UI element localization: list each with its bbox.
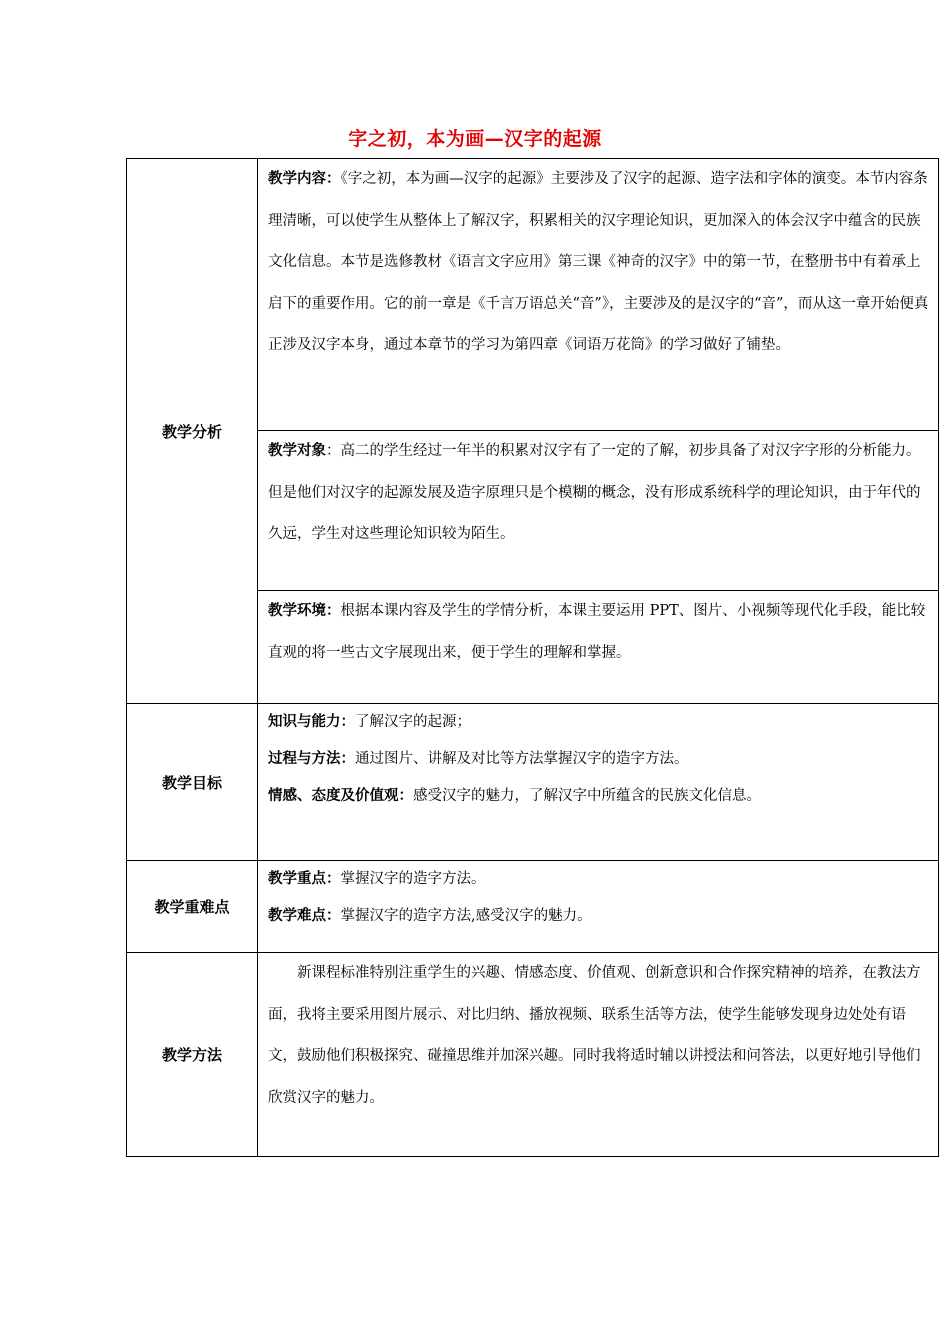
keypoint-item: 教学重点：掌握汉字的造字方法。 <box>268 871 486 887</box>
keypoint-item: 教学难点：掌握汉字的造字方法,感受汉字的魅力。 <box>268 908 592 924</box>
goal-item: 知识与能力：了解汉字的起源； <box>268 714 471 730</box>
methods-cell <box>258 953 939 1157</box>
teaching-content-label: 教学内容： <box>268 171 341 187</box>
methods-text: 新课程标准特别注重学生的兴趣、情感态度、价值观、创新意识和合作探究精神的培养，在教法方面，我将主要采用图片展示、对比归纳、播放视频、联系生活等方法，使学生能够发现身边处处有语文，鼓励他们积极探究、碰撞思维并加深兴趣。同时我将适时辅以讲授法和问答法，以更好地引导他们欣赏汉字的魅力。 <box>268 965 921 1106</box>
goals-row <box>127 704 939 861</box>
teaching-environment-cell <box>258 591 939 704</box>
keypoints-cell <box>258 861 939 953</box>
keypoints-label: 教学重难点 <box>127 861 258 953</box>
keypoints-row <box>127 861 939 953</box>
methods-row <box>127 953 939 1157</box>
goals-cell <box>258 704 939 861</box>
teaching-object-text: ：高二的学生经过一年半的积累对汉字有了一定的了解，初步具备了对汉字字形的分析能力。但是他们对汉字的起源发展及造字原理只是个模糊的概念，没有形成系统科学的理论知识，由于年代的久远，学生对这些理论知识较为陌生。 <box>268 443 921 542</box>
goals-label: 教学目标 <box>127 704 258 861</box>
goal-item: 情感、态度及价值观：感受汉字的魅力，了解汉字中所蕴含的民族文化信息。 <box>268 788 761 804</box>
teaching-content-text: 《字之初，本为画—汉字的起源》主要涉及了汉字的起源、造字法和字体的演变。本节内容条理清晰，可以使学生从整体上了解汉字，积累相关的汉字理论知识，更加深入的体会汉字中蕴含的民族文化信息。本节是选修教材《语言文字应用》第三课《神奇的汉字》中的第一节，在整册书中有着承上启下的重要作用。它的前一章是《千言万语总关“音”》，主要涉及的是汉字的“音”，而从这一章开始便真正涉及汉字本身，通过本章节的学习为第四章《词语万花筒》的学习做好了铺垫。 <box>268 171 929 353</box>
goal-item: 过程与方法：通过图片、讲解及对比等方法掌握汉字的造字方法。 <box>268 751 689 767</box>
teaching-content-cell <box>258 159 939 431</box>
lesson-plan-table <box>126 158 939 1157</box>
analysis-content-row <box>127 159 939 431</box>
analysis-label: 教学分析 <box>127 159 258 704</box>
teaching-object-cell <box>258 431 939 591</box>
teaching-environment-text: 根据本课内容及学生的学情分析，本课主要运用 PPT、图片、小视频等现代化手段，能比较直观的将一些古文字展现出来，便于学生的理解和掌握。 <box>268 603 926 661</box>
teaching-environment-label: 教学环境： <box>268 603 341 619</box>
document-title: 字之初，本为画—汉字的起源 <box>348 128 602 150</box>
methods-label: 教学方法 <box>127 953 258 1157</box>
teaching-object-label: 教学对象 <box>268 443 326 459</box>
